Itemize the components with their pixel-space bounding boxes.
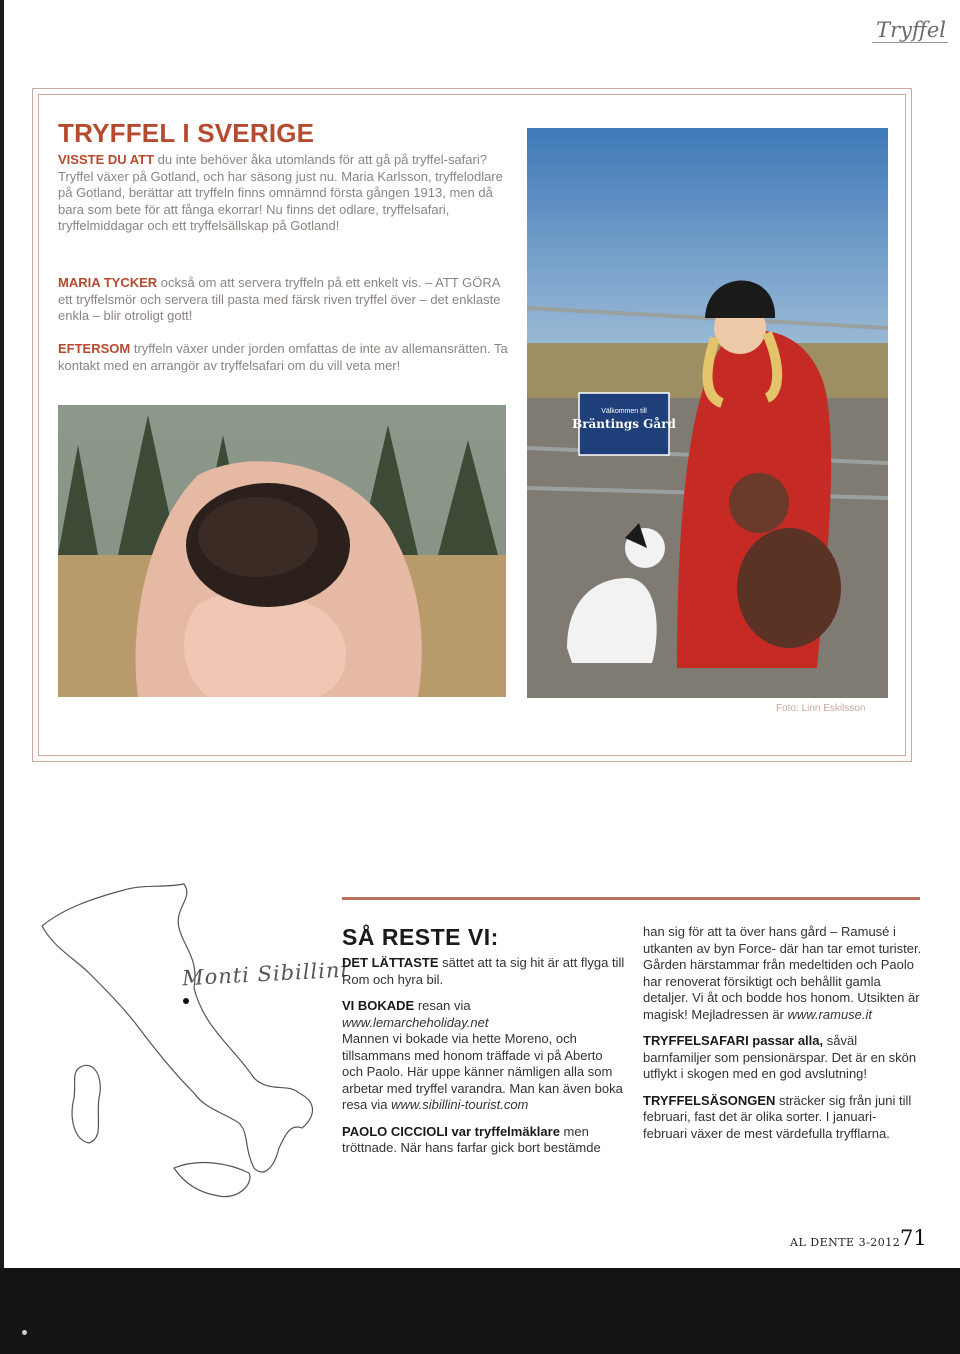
photo-credit: Foto: Linn Eskilsson: [776, 703, 866, 714]
page-edge: [0, 0, 4, 1268]
travel-text: han sig för att ta över hans gård – Ramusé i utkanten av byn Force- där han tar emot turister. Gården härstammar från medeltiden och Paolo har renoverat försiktigt och behållit gamla detaljer. Vi åt och bodde hos honom. Utsikten är magisk! Mejladressen är: [643, 924, 922, 1022]
paragraph-text: du inte behöver åka utomlands för att gå på tryffel-safari? Tryffel växer på Gotland, och har säsong just nu. Maria Karlsson, tryffelodlare på Gotland, berättar att tryffeln finns omnämnd första gången 1913, men då bara som bete för att fånga ekorrar! Nu finns det odlare, tryffelsafari, tryffelmiddagar och ett tryffelsällskap på Gotland!: [58, 152, 503, 233]
location-dot: [183, 998, 189, 1004]
travel-lead: PAOLO CICCIOLI var tryffelmäklare: [342, 1123, 560, 1139]
section-divider: [342, 897, 920, 900]
paragraph-maria: [58, 275, 508, 325]
map-label: Monti Sibillini: [181, 957, 349, 991]
paragraph-lead: EFTERSOM: [58, 341, 131, 356]
paragraph-lead: VISSTE DU ATT: [58, 152, 155, 167]
band-dot: [22, 1330, 27, 1335]
travel-lead: TRYFFELSAFARI passar alla,: [643, 1033, 824, 1048]
farm-sign-title: Bräntings Gård: [572, 417, 676, 431]
truffle-photo: [58, 405, 506, 697]
section-tag: Tryffel: [876, 18, 946, 42]
paragraph-text: tryffeln växer under jorden omfattas de inte av allemansrätten. Ta kontakt med en arrangör av tryffelsafari om du vill veta mer!: [58, 341, 508, 373]
travel-url: www.ramuse.it: [787, 1006, 873, 1022]
travel-paragraph: [342, 998, 627, 1114]
travel-paragraph: [342, 955, 627, 988]
page-number: 71: [900, 1226, 927, 1250]
travel-lead: DET LÄTTASTE: [342, 955, 439, 970]
travel-column-2: [643, 924, 923, 1152]
section-tag-line: [872, 42, 948, 43]
travel-text: sättet att ta sig hit är att flyga till Rom och hyra bil.: [342, 955, 625, 987]
travel-url: www.sibillini-tourist.com: [391, 1097, 529, 1112]
magazine-footer: AL DENTE 3-2012: [790, 1236, 901, 1249]
farm-dogs-photo: [527, 128, 888, 698]
article-title: TRYFFEL I SVERIGE: [58, 118, 315, 148]
sardinia-outline: [72, 1065, 100, 1143]
travel-paragraph: [643, 1093, 923, 1143]
paragraph-lead: MARIA TYCKER: [58, 275, 158, 290]
mainland-outline: [42, 884, 313, 1172]
travel-text: sträcker sig från juni till februari, fast det är olika sorter. I januari- februari växer de mest värdefulla tryfflarna.: [643, 1092, 912, 1141]
travel-url: www.lemarcheholiday.net: [342, 1014, 489, 1030]
travel-lead: VI BOKADE: [342, 998, 415, 1013]
travel-text: men tröttnade. När hans farfar gick bort bestämde: [342, 1123, 601, 1155]
paragraph-text: också om att servera tryffeln på ett enkelt vis. – ATT GÖRA ett tryffelsmör och servera till pasta med färsk riven tryffel över – det enklaste enkla – blir otroligt gott!: [58, 275, 501, 323]
italy-map: [34, 878, 334, 1210]
paragraph-intro: [58, 152, 508, 235]
travel-text: såväl barnfamiljer som pensionärspar. Det är en skön utflykt i skogen med en god avslutning!: [643, 1033, 917, 1081]
sicily-outline: [174, 1163, 250, 1197]
farm-sign-top: Välkommen till: [601, 408, 647, 415]
paragraph-allemansratt: [58, 341, 508, 374]
travel-text: Mannen vi bokade via hette Moreno, och tillsammans med honom träffade vi på Aberto och Paolo. Här uppe känner nämligen alla som arbetar med tryffel varandra. Man kan även boka resa via: [342, 1031, 623, 1112]
bottom-band: [0, 1268, 960, 1354]
travel-text: resan via: [414, 998, 471, 1013]
travel-paragraph: [643, 1033, 923, 1083]
travel-paragraph: [643, 924, 923, 1023]
travel-heading: SÅ RESTE VI:: [342, 924, 499, 950]
travel-lead: TRYFFELSÄSONGEN: [643, 1092, 776, 1108]
travel-paragraph: [342, 1124, 627, 1157]
travel-column-1: [342, 955, 627, 1167]
